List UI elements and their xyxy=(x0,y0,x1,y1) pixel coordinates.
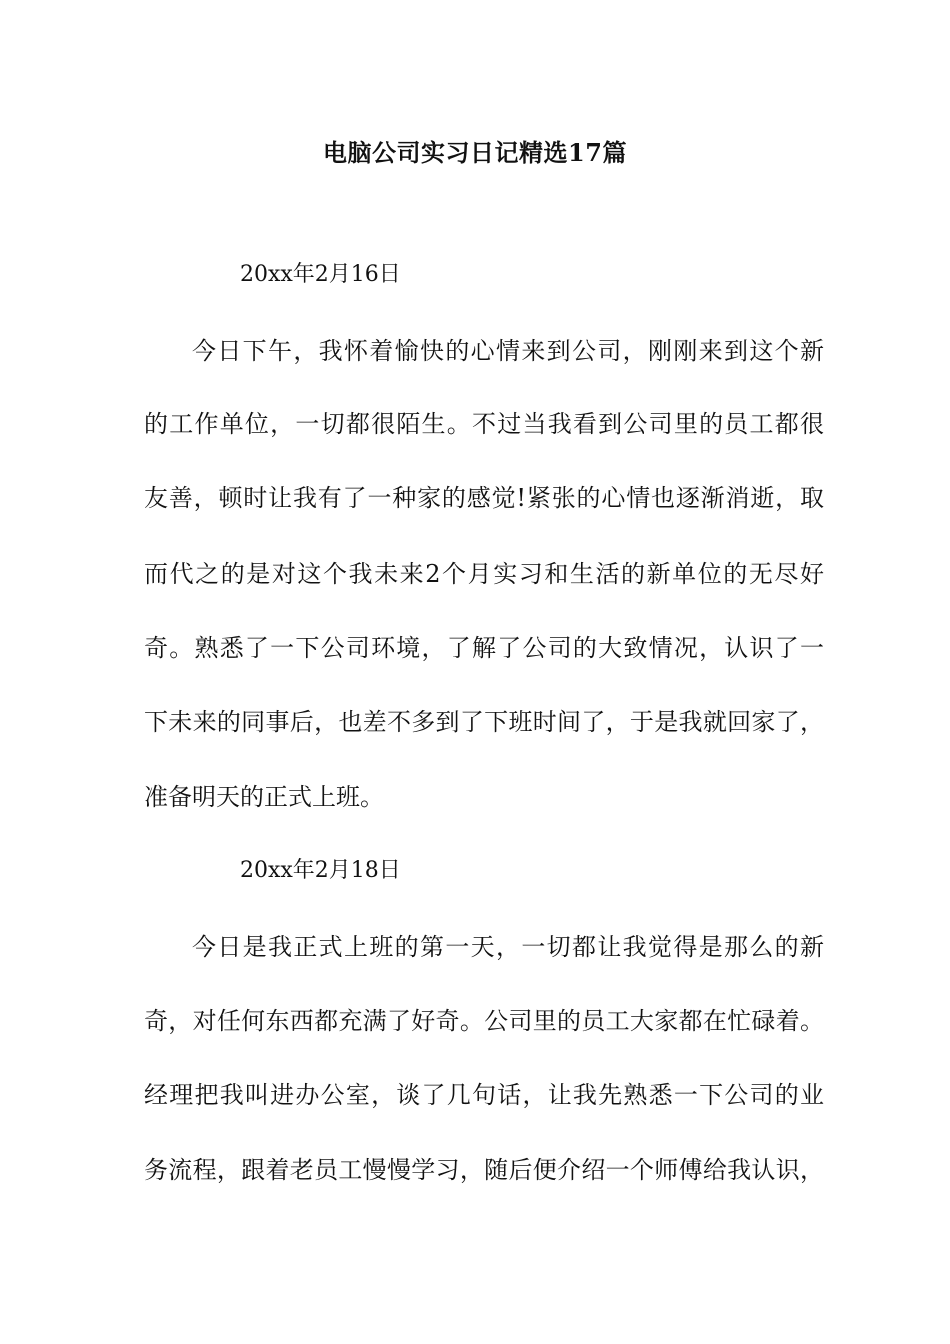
paragraph-line: 今日下午，我怀着愉快的心情来到公司，刚刚来到这个新 xyxy=(192,337,824,365)
paragraph-line: 奇，对任何东西都充满了好奇。公司里的员工大家都在忙碌着。 xyxy=(144,1007,824,1035)
paragraph-line: 的工作单位，一切都很陌生。不过当我看到公司里的员工都很 xyxy=(144,410,824,438)
document-title: 电脑公司实习日记精选17篇 xyxy=(323,138,627,167)
paragraph-line: 下未来的同事后，也差不多到了下班时间了，于是我就回家了， xyxy=(144,708,824,736)
entry-date: 20xx年2月16日 xyxy=(240,262,401,287)
paragraph-line: 奇。熟悉了一下公司环境，了解了公司的大致情况，认识了一 xyxy=(144,634,824,662)
paragraph-line: 务流程，跟着老员工慢慢学习，随后便介绍一个师傅给我认识， xyxy=(144,1156,824,1184)
paragraph-line: 经理把我叫进办公室，谈了几句话，让我先熟悉一下公司的业 xyxy=(144,1081,824,1109)
paragraph-line: 友善，顿时让我有了一种家的感觉!紧张的心情也逐渐消逝，取 xyxy=(144,484,824,512)
paragraph-line: 准备明天的正式上班。 xyxy=(144,783,384,811)
paragraph-line: 今日是我正式上班的第一天，一切都让我觉得是那么的新 xyxy=(192,933,824,961)
entry-date: 20xx年2月18日 xyxy=(240,858,401,883)
paragraph-line: 而代之的是对这个我未来2个月实习和生活的新单位的无尽好 xyxy=(144,560,824,588)
